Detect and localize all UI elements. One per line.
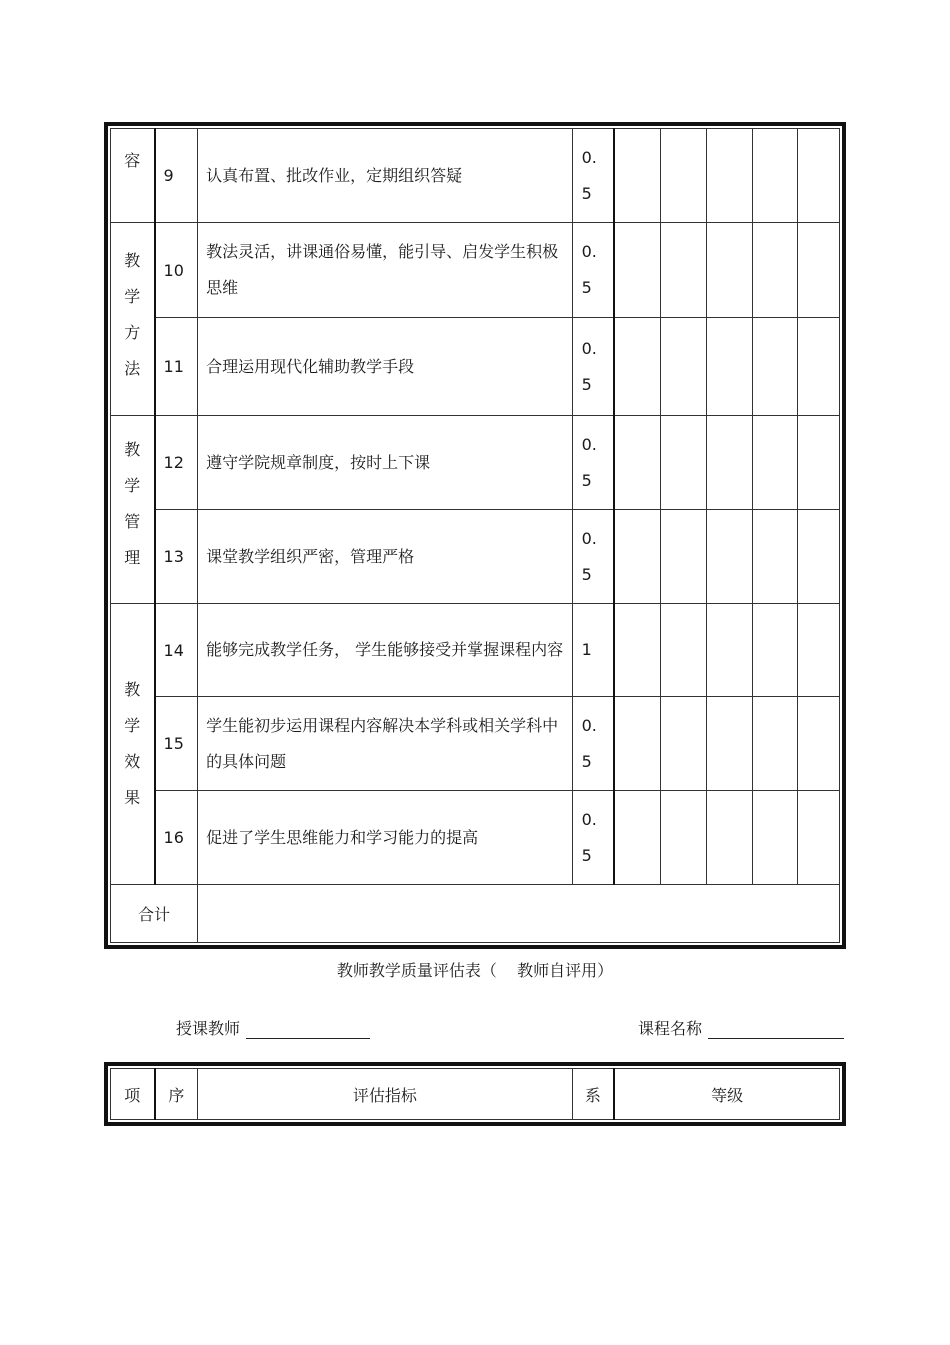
grade-cell[interactable] — [706, 416, 752, 510]
table-row — [111, 604, 840, 697]
header-row — [111, 1069, 840, 1120]
grade-cell[interactable] — [660, 416, 706, 510]
indicator-cell: 认真布置、批改作业，定期组织答疑 — [198, 129, 573, 223]
teacher-field — [176, 1016, 370, 1039]
grade-cell[interactable] — [706, 604, 752, 697]
grade-cell[interactable] — [797, 223, 839, 318]
grade-cell[interactable] — [752, 697, 797, 791]
course-label: 课程名称 — [638, 1019, 703, 1038]
grade-cell[interactable] — [660, 129, 706, 223]
grade-cell[interactable] — [752, 604, 797, 697]
indicator-cell: 课堂教学组织严密，管理严格 — [198, 510, 573, 604]
grade-cell[interactable] — [660, 223, 706, 318]
header-grade: 等级 — [614, 1069, 839, 1120]
grade-cell[interactable] — [797, 510, 839, 604]
grade-cell[interactable] — [614, 416, 660, 510]
grade-cell[interactable] — [706, 223, 752, 318]
grade-cell[interactable] — [706, 129, 752, 223]
coefficient-cell: 0. 5 — [572, 223, 614, 318]
grade-cell[interactable] — [752, 318, 797, 416]
row-number: 12 — [155, 416, 198, 510]
indicator-cell: 合理运用现代化辅助教学手段 — [198, 318, 573, 416]
grade-cell[interactable] — [752, 510, 797, 604]
row-number: 10 — [155, 223, 198, 318]
row-number: 15 — [155, 697, 198, 791]
coefficient-cell: 0. 5 — [572, 318, 614, 416]
evaluation-table-header — [104, 1062, 846, 1126]
header-item: 项 — [111, 1069, 155, 1120]
grade-cell[interactable] — [614, 604, 660, 697]
table-row — [111, 129, 840, 223]
header-coef: 系 — [572, 1069, 614, 1120]
table-row — [111, 223, 840, 318]
teacher-input-line[interactable] — [246, 1020, 370, 1039]
table-row — [111, 510, 840, 604]
coefficient-cell: 0. 5 — [572, 510, 614, 604]
table-row — [111, 697, 840, 791]
grade-cell[interactable] — [614, 129, 660, 223]
indicator-cell: 遵守学院规章制度，按时上下课 — [198, 416, 573, 510]
grade-cell[interactable] — [752, 416, 797, 510]
category-cell: 教学管理 — [111, 416, 155, 604]
grade-cell[interactable] — [660, 791, 706, 885]
form-title: 教师教学质量评估表（ 教师自评用） — [336, 961, 614, 980]
teacher-label: 授课教师 — [176, 1019, 241, 1038]
header-indicator: 评估指标 — [198, 1069, 573, 1120]
header-seq: 序 — [155, 1069, 198, 1120]
grade-cell[interactable] — [752, 129, 797, 223]
grade-cell[interactable] — [660, 318, 706, 416]
category-cell: 教学方法 — [111, 223, 155, 416]
total-value-cell[interactable] — [198, 885, 840, 943]
indicator-cell: 学生能初步运用课程内容解决本学科或相关学科中的具体问题 — [198, 697, 573, 791]
table-row — [111, 791, 840, 885]
coefficient-cell: 0. 5 — [572, 791, 614, 885]
grade-cell[interactable] — [660, 510, 706, 604]
total-row — [111, 885, 840, 943]
coefficient-cell: 0. 5 — [572, 697, 614, 791]
grade-cell[interactable] — [706, 318, 752, 416]
coefficient-cell: 0. 5 — [572, 416, 614, 510]
total-label: 合计 — [111, 885, 198, 943]
coefficient-cell: 0. 5 — [572, 129, 614, 223]
grade-cell[interactable] — [797, 791, 839, 885]
category-cell: 容 — [111, 129, 155, 223]
grade-cell[interactable] — [797, 416, 839, 510]
table-row — [111, 318, 840, 416]
table-row — [111, 416, 840, 510]
row-number: 16 — [155, 791, 198, 885]
grade-cell[interactable] — [660, 697, 706, 791]
grade-cell[interactable] — [614, 318, 660, 416]
course-field — [638, 1016, 844, 1039]
coefficient-cell: 1 — [572, 604, 614, 697]
grade-cell[interactable] — [797, 129, 839, 223]
category-cell: 教学效果 — [111, 604, 155, 885]
grade-cell[interactable] — [614, 791, 660, 885]
indicator-cell: 能够完成教学任务， 学生能够接受并掌握课程内容 — [198, 604, 573, 697]
grade-cell[interactable] — [660, 604, 706, 697]
indicator-cell: 促进了学生思维能力和学习能力的提高 — [198, 791, 573, 885]
course-input-line[interactable] — [708, 1020, 844, 1039]
grade-cell[interactable] — [614, 510, 660, 604]
row-number: 9 — [155, 129, 198, 223]
indicator-cell: 教法灵活，讲课通俗易懂，能引导、启发学生积极思维 — [198, 223, 573, 318]
grade-cell[interactable] — [797, 604, 839, 697]
row-number: 14 — [155, 604, 198, 697]
grade-cell[interactable] — [706, 510, 752, 604]
grade-cell[interactable] — [706, 791, 752, 885]
grade-cell[interactable] — [797, 318, 839, 416]
grade-cell[interactable] — [752, 791, 797, 885]
row-number: 11 — [155, 318, 198, 416]
grade-cell[interactable] — [797, 697, 839, 791]
evaluation-table-continued — [104, 122, 846, 949]
grade-cell[interactable] — [614, 223, 660, 318]
grade-cell[interactable] — [614, 697, 660, 791]
row-number: 13 — [155, 510, 198, 604]
grade-cell[interactable] — [706, 697, 752, 791]
grade-cell[interactable] — [752, 223, 797, 318]
